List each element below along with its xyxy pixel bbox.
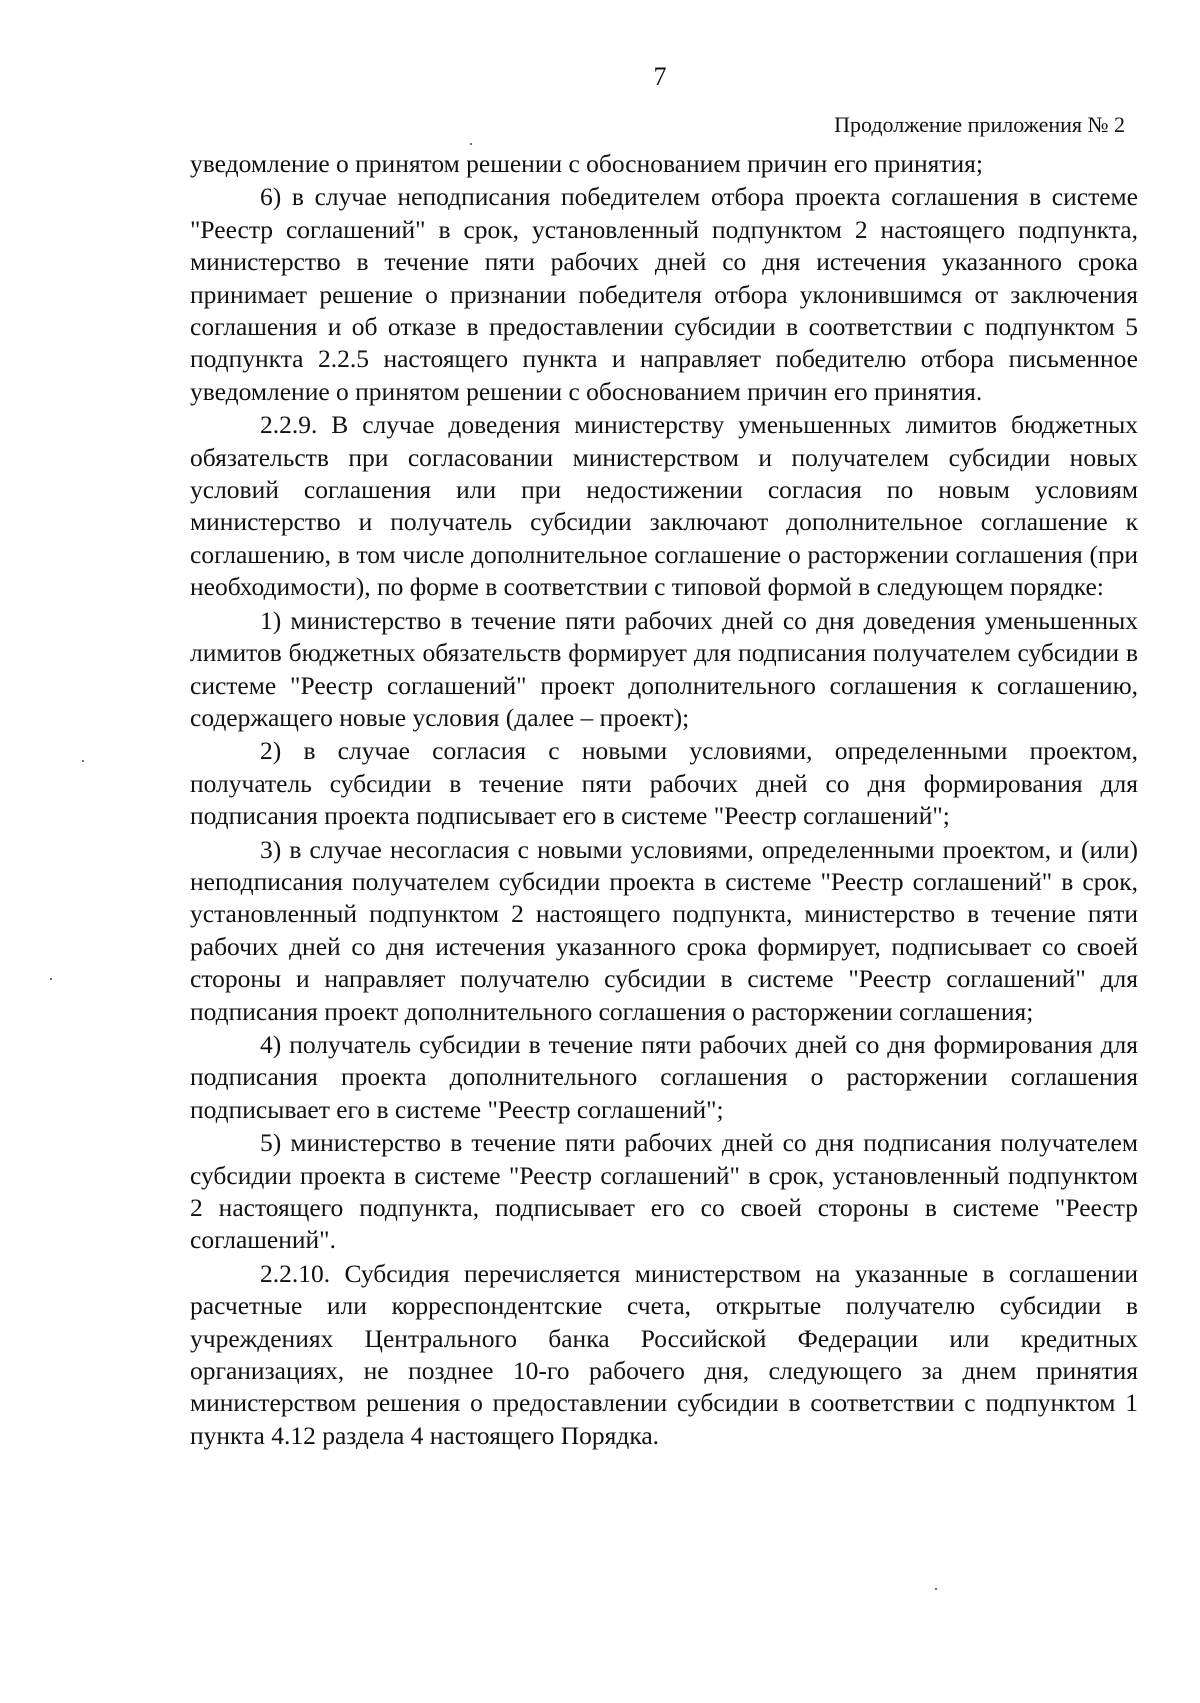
page-number: 7 — [653, 62, 667, 91]
paragraph-2-2-9: 2.2.9. В случае доведения министерству уменьшенных лимитов бюджетных обязательств при согласовании министерством и получателем субсидии новых условий соглашения или при недостижении согласия по новым условиям министерство и получатель субсидии заключают дополнительное соглашение к соглашению, в том числе дополнительное соглашение о расторжении соглашения (при необходимости), по форме в соответствии с типовой формой в следующем порядке: — [190, 410, 1138, 602]
paragraph-item-5: 5) министерство в течение пяти рабочих дней со дня подписания получателем субсидии проекта в системе "Реестр соглашений" в срок, установленный подпунктом 2 настоящего подпункта, подписывает его со своей стороны в системе "Реестр соглашений". — [190, 1128, 1138, 1255]
paragraph-item-2: 2) в случае согласия с новыми условиями, определенными проектом, получатель субсидии в течение пяти рабочих дней со дня формирования для подписания проекта подписывает его в системе "Реестр соглашений"; — [190, 736, 1138, 831]
paragraph-item-6: 6) в случае неподписания победителем отбора проекта соглашения в системе "Реестр соглашений" в срок, установленный подпунктом 2 настоящего подпункта, министерство в течение пяти рабочих дней со дня истечения указанного срока принимает решение о признании победителя отбора уклонившимся от заключения соглашения и об отказе в предоставлении субсидии в соответствии с подпунктом 5 подпункта 2.2.5 настоящего пункта и направляет победителю отбора письменное уведомление о принятом решении с обоснованием причин его принятия. — [190, 182, 1138, 406]
scan-speck — [50, 978, 52, 980]
paragraph-continuation: уведомление о принятом решении с обоснованием причин его принятия; — [190, 149, 983, 178]
scan-speck — [82, 760, 84, 762]
scan-speck — [470, 143, 472, 145]
scan-speck — [935, 1588, 937, 1590]
paragraph-item-1: 1) министерство в течение пяти рабочих дней со дня доведения уменьшенных лимитов бюджетных обязательств формирует для подписания получателем субсидии в системе "Реестр соглашений" проект дополнительного соглашения к соглашению, содержащего новые условия (далее – проект); — [190, 605, 1138, 732]
paragraph-item-4: 4) получатель субсидии в течение пяти рабочих дней со дня формирования для подписания проекта дополнительного соглашения о расторжении соглашения подписывает его в системе "Реестр соглашений"; — [190, 1029, 1138, 1124]
continuation-header: Продолжение приложения № 2 — [834, 112, 1125, 137]
document-body — [190, 148, 1138, 1452]
paragraph-2-2-10: 2.2.10. Субсидия перечисляется министерством на указанные в соглашении расчетные или корреспондентские счета, открытые получателю субсидии в учреждениях Центрального банка Российской Федерации или кредитных организациях, не позднее 10-го рабочего дня, следующего за днем принятия министерством решения о предоставлении субсидии в соответствии с подпунктом 1 пункта 4.12 раздела 4 настоящего Порядка. — [190, 1258, 1138, 1450]
paragraph-item-3: 3) в случае несогласия с новыми условиями, определенными проектом, и (или) неподписания получателем субсидии проекта в системе "Реестр соглашений" в срок, установленный подпунктом 2 настоящего подпункта, министерство в течение пяти рабочих дней со дня истечения указанного срока формирует, подписывает со своей стороны и направляет получателю субсидии в системе "Реестр соглашений" для подписания проект дополнительного соглашения о расторжении соглашения; — [190, 834, 1138, 1026]
